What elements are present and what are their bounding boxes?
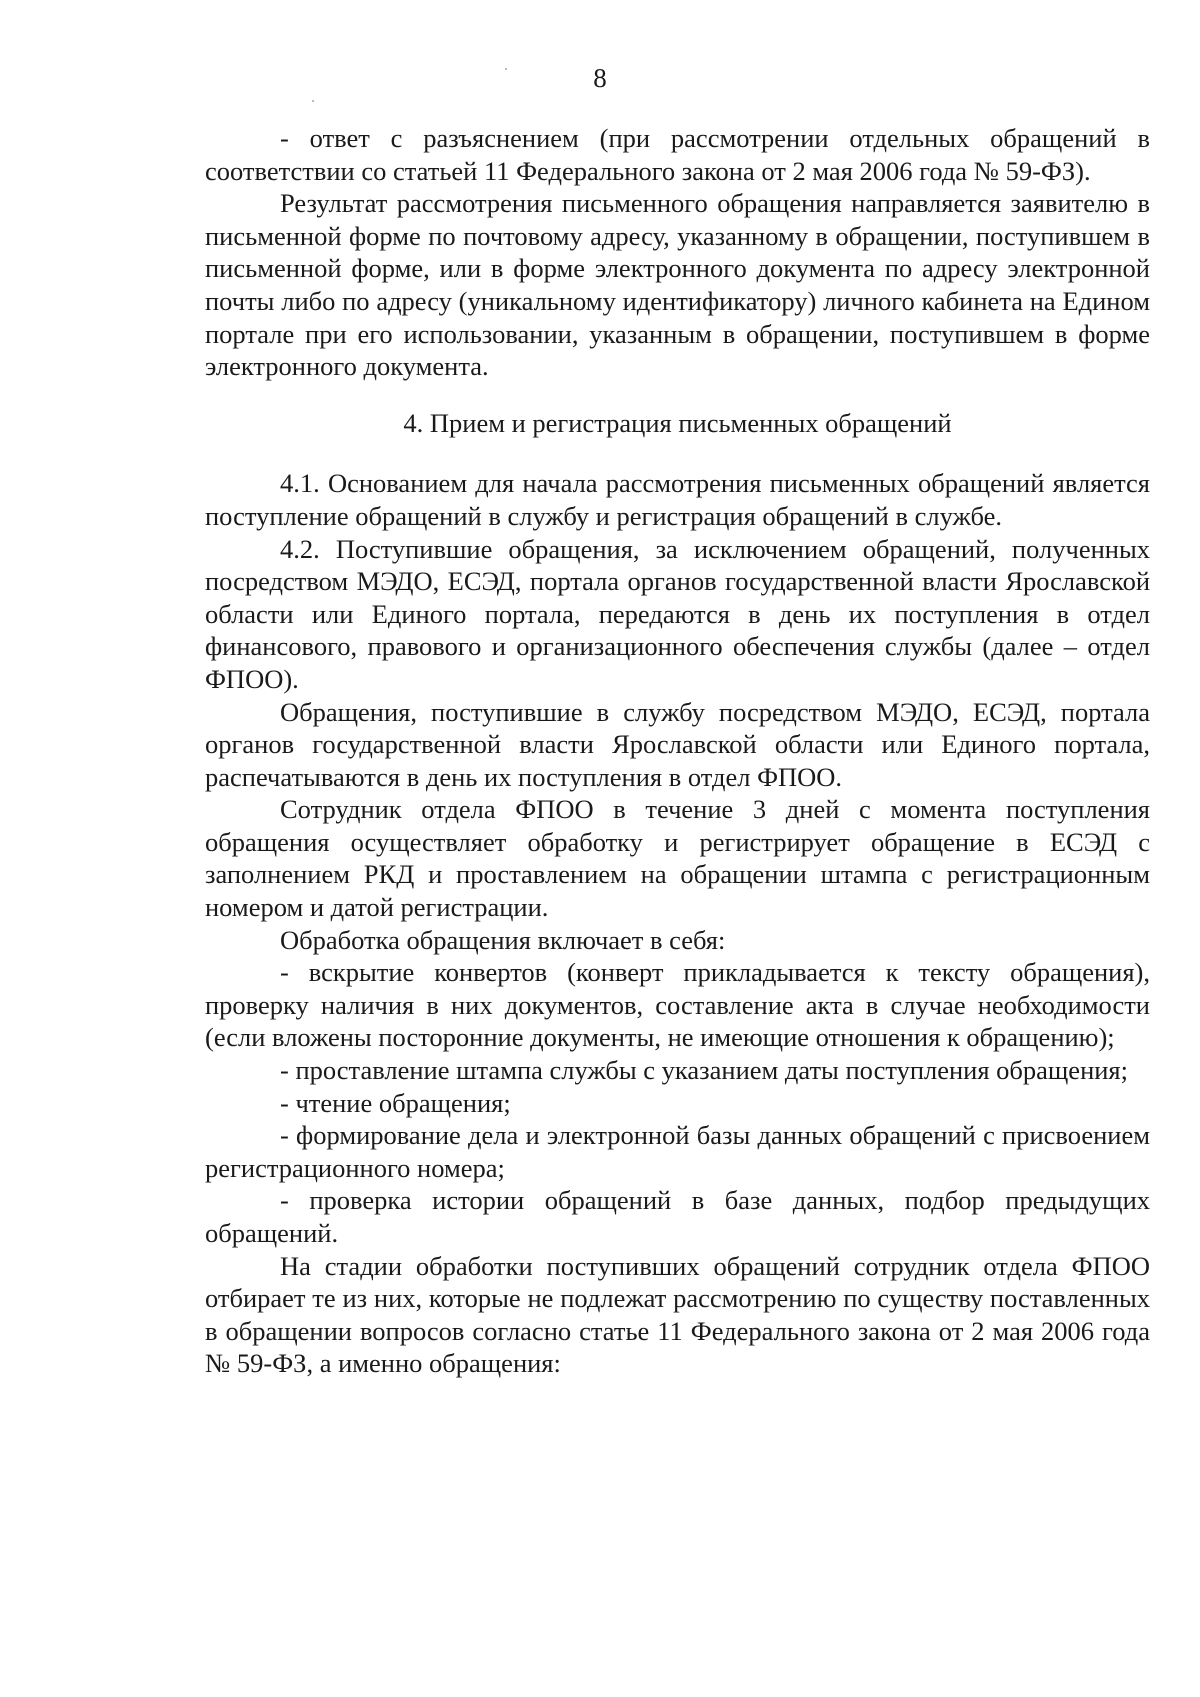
list-item-reading: - чтение обращения; xyxy=(280,1087,511,1118)
paragraph-4-2: 4.2. Поступившие обращения, за исключением обращений, полученных посредством МЭДО, ЕСЭД, портала органов государственной власти Ярославской области или Единого портала, передаются в день их поступления в отдел финансового, правового и организационного обеспечения службы (далее – отдел ФПОО). xyxy=(205,533,1150,694)
paragraph-registration: Сотрудник отдела ФПОО в течение 3 дней с момента поступления обращения осуществляет обработку и регистрирует обращение в ЕСЭД с заполнением РКД и проставлением на обращении штампа с регистрационным номером и датой регистрации. xyxy=(205,794,1150,923)
paragraph-electronic-appeals: Обращения, поступившие в службу посредством МЭДО, ЕСЭД, портала органов государственной власти Ярославской области или Единого портала, распечатываются в день их поступления в отдел ФПОО. xyxy=(205,696,1150,792)
list-item-response-with-explanation: - ответ с разъяснением (при рассмотрении отдельных обращений в соответствии со статьей 11 Федерального закона от 2 мая 2006 года № 59-ФЗ). xyxy=(205,123,1150,186)
document-body xyxy=(205,122,1150,1380)
section-heading: 4. Прием и регистрация письменных обращений xyxy=(403,407,952,438)
paragraph-4-1: 4.1. Основанием для начала рассмотрения письменных обращений является поступление обращений в службу и регистрация обращений в службе. xyxy=(205,468,1150,531)
paragraph-processing-intro: Обработка обращения включает в себя: xyxy=(280,924,726,955)
paragraph-result-of-review: Результат рассмотрения письменного обращения направляется заявителю в письменной форме по почтовому адресу, указанному в обращении, поступившем в письменной форме, или в форме электронного документа по адресу электронной почты либо по адресу (уникальному идентификатору) личного кабинета на Едином портале при его использовании, указанным в обращении, поступившем в форме электронного документа. xyxy=(205,188,1150,382)
paragraph-processing-stage: На стадии обработки поступивших обращений сотрудник отдела ФПОО отбирает те из них, которые не подлежат рассмотрению по существу поставленных в обращении вопросов согласно статье 11 Федерального закона от 2 мая 2006 года № 59-ФЗ, а именно обращения: xyxy=(205,1250,1150,1379)
list-item-history-check: - проверка истории обращений в базе данных, подбор предыдущих обращений. xyxy=(205,1185,1150,1248)
list-item-opening-envelopes: - вскрытие конвертов (конверт прикладывается к тексту обращения), проверку наличия в них документов, составление акта в случае необходимости (если вложены посторонние документы, не имеющие отношения к обращению); xyxy=(205,957,1150,1053)
page-number: 8 xyxy=(593,63,607,93)
scan-speck xyxy=(312,100,314,102)
list-item-database: - формирование дела и электронной базы данных обращений с присвоением регистрационного номера; xyxy=(205,1120,1150,1183)
list-item-stamping: - проставление штампа службы с указанием даты поступления обращения; xyxy=(280,1055,1128,1086)
